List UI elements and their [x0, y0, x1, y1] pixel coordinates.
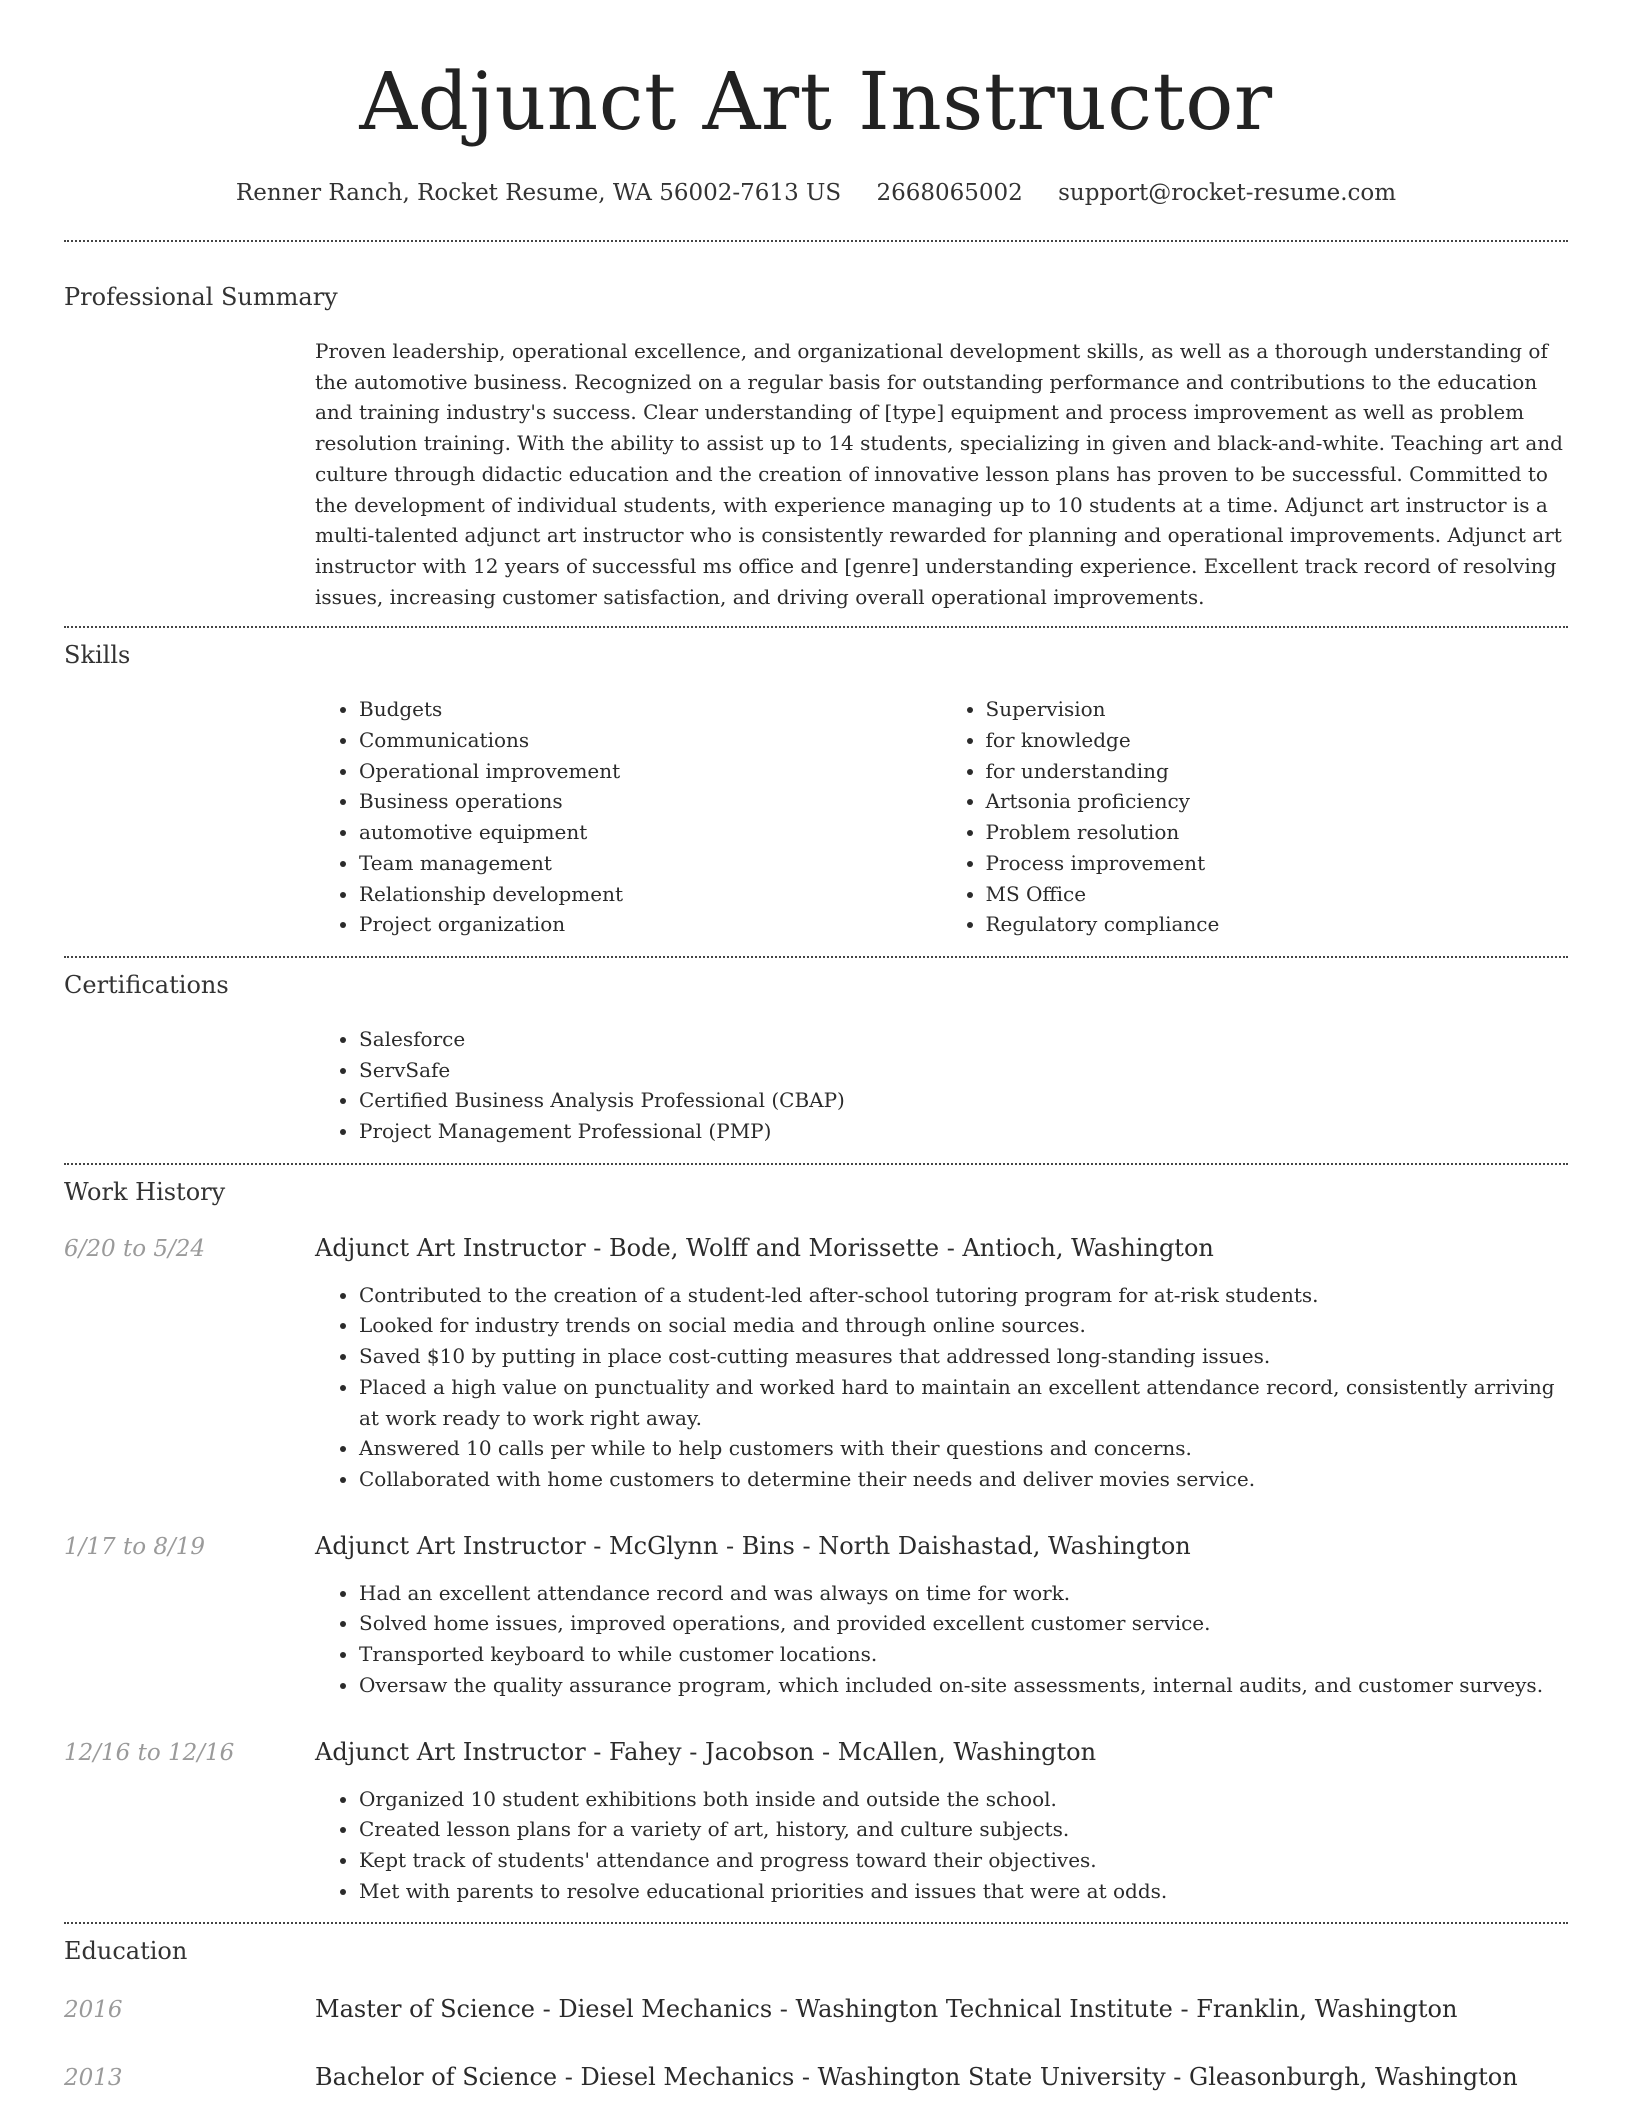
list-item: • Collaborated with home customers to determine their needs and deliver movies service. [359, 1464, 1568, 1495]
list-item: • Created lesson plans for a variety of art, history, and culture subjects. [359, 1814, 1568, 1845]
list-item: • Project Management Professional (PMP) [359, 1116, 1568, 1147]
list-item: • for understanding [986, 756, 1569, 787]
divider [64, 626, 1568, 628]
job-dates: 12/16 to 12/16 [64, 1739, 235, 1766]
list-item: • Contributed to the creation of a student-led after-school tutoring program for at-risk students. [359, 1280, 1568, 1311]
contact-line [64, 178, 1568, 208]
list-item: • Looked for industry trends on social media and through online sources. [359, 1310, 1568, 1341]
skills-column-right [942, 694, 1569, 940]
section-title-summary: Professional Summary [64, 283, 338, 311]
contact-phone: 2668065002 [876, 180, 1023, 206]
list-item: • Solved home issues, improved operations, and provided excellent customer service. [359, 1608, 1568, 1639]
list-item: • Problem resolution [986, 817, 1569, 848]
list-item: • Had an excellent attendance record and was always on time for work. [359, 1578, 1568, 1609]
education-entry [64, 1994, 1568, 2025]
education-degree: Master of Science - Diesel Mechanics - Washington Technical Institute - Franklin, Washington [315, 1995, 1458, 2024]
list-item: • Regulatory compliance [986, 909, 1569, 940]
section-title-certifications: Certifications [64, 970, 229, 999]
contact-email: support@rocket-resume.com [1058, 180, 1397, 206]
list-item: • Budgets [359, 694, 942, 725]
list-item: • Transported keyboard to while customer locations. [359, 1639, 1568, 1670]
resume-name: Adjunct Art Instructor [359, 55, 1273, 148]
list-item: • automotive equipment [359, 817, 942, 848]
list-item: • Process improvement [986, 848, 1569, 879]
list-item: • Saved $10 by putting in place cost-cutting measures that addressed long-standing issues. [359, 1341, 1568, 1372]
list-item: • Team management [359, 848, 942, 879]
job-title: Adjunct Art Instructor - Fahey - Jacobson - McAllen, Washington [315, 1737, 1097, 1766]
summary-text: Proven leadership, operational excellence, and organizational development skills, as well as a thorough understanding of the automotive business. Recognized on a regular basis for outstanding performance and contributions to the education and training industry's success. Clear understanding of [type] equipment and process improvement as well as problem resolution training. With the ability to assist up to 14 students, specializing in given and black-and-white. Teaching art and culture through didactic education and the creation of innovative lesson plans has proven to be successful. Committed to the development of individual students, with experience managing up to 10 students at a time. Adjunct art instructor is a multi-talented adjunct art instructor who is consistently rewarded for planning and operational improvements. Adjunct art instructor with 12 years of successful ms office and [genre] understanding experience. Excellent track record of resolving issues, increasing customer satisfaction, and driving overall operational improvements. [315, 339, 1563, 609]
resume-page [64, 0, 1568, 2093]
list-item: • Certified Business Analysis Professional (CBAP) [359, 1085, 1568, 1116]
list-item: • Organized 10 student exhibitions both inside and outside the school. [359, 1784, 1568, 1815]
education-year: 2016 [64, 1997, 123, 2024]
skills-column-left [315, 694, 942, 940]
divider [64, 956, 1568, 958]
job-entry [64, 1737, 1568, 1907]
education-year: 2013 [64, 2065, 123, 2092]
list-item: • for knowledge [986, 725, 1569, 756]
list-item: • Supervision [986, 694, 1569, 725]
skills-list [315, 694, 1568, 940]
divider [64, 1922, 1568, 1924]
divider [64, 240, 1568, 242]
divider [64, 1163, 1568, 1165]
job-title: Adjunct Art Instructor - Bode, Wolff and Morissette - Antioch, Washington [315, 1233, 1214, 1262]
list-item: • Business operations [359, 786, 942, 817]
education-degree: Bachelor of Science - Diesel Mechanics - Washington State University - Gleasonburgh, Washington [315, 2063, 1518, 2092]
job-title: Adjunct Art Instructor - McGlynn - Bins - North Daishastad, Washington [315, 1531, 1191, 1560]
job-dates: 1/17 to 8/19 [64, 1533, 206, 1560]
list-item: • Kept track of students' attendance and progress toward their objectives. [359, 1845, 1568, 1876]
list-item: • Answered 10 calls per while to help customers with their questions and concerns. [359, 1433, 1568, 1464]
education-entry [64, 2062, 1568, 2093]
job-entry [64, 1531, 1568, 1701]
job-dates: 6/20 to 5/24 [64, 1235, 206, 1262]
list-item: • ServSafe [359, 1055, 1568, 1086]
list-item: • MS Office [986, 879, 1569, 910]
certifications-list [315, 1024, 1568, 1147]
section-title-work-history: Work History [64, 1177, 226, 1206]
job-entry [64, 1233, 1568, 1495]
contact-address: Renner Ranch, Rocket Resume, WA 56002-7613 US [235, 180, 842, 206]
list-item: • Relationship development [359, 879, 942, 910]
list-item: • Operational improvement [359, 756, 942, 787]
section-title-education: Education [64, 1937, 188, 1966]
list-item: • Project organization [359, 909, 942, 940]
list-item: • Communications [359, 725, 942, 756]
list-item: • Placed a high value on punctuality and worked hard to maintain an excellent attendance record, consistently arriving at work ready to work right away. [359, 1372, 1568, 1433]
list-item: • Artsonia proficiency [986, 786, 1569, 817]
list-item: • Oversaw the quality assurance program, which included on-site assessments, internal audits, and customer surveys. [359, 1670, 1568, 1701]
section-title-skills: Skills [64, 641, 131, 670]
list-item: • Met with parents to resolve educational priorities and issues that were at odds. [359, 1876, 1568, 1907]
list-item: • Salesforce [359, 1024, 1568, 1055]
